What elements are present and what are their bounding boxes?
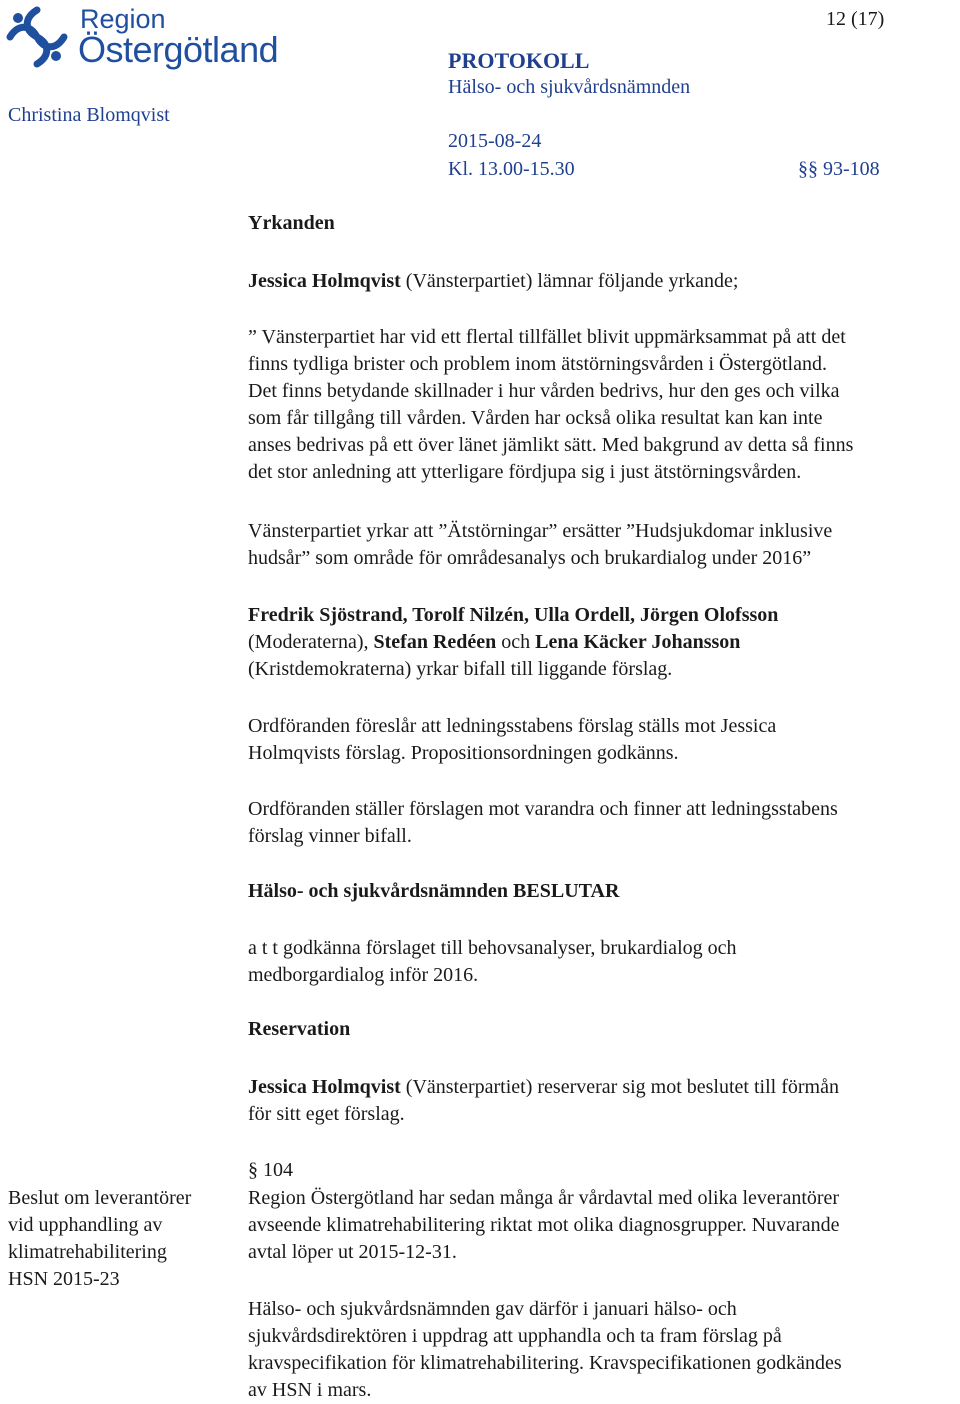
para2-line: av HSN i mars. bbox=[248, 1379, 372, 1401]
side-note-line: klimatrehabilitering bbox=[8, 1241, 167, 1263]
chair2-line: Ordföranden ställer förslagen mot varandra och finner att ledningsstabens bbox=[248, 798, 838, 820]
support-line3: (Kristdemokraterna) yrkar bifall till liggande förslag. bbox=[248, 658, 673, 680]
heading-yrkanden: Yrkanden bbox=[248, 212, 335, 234]
yrkande-demand bbox=[248, 518, 948, 572]
side-note-line: HSN 2015-23 bbox=[8, 1268, 120, 1290]
meeting-date: 2015-08-24 bbox=[448, 130, 542, 152]
yrkande-intro bbox=[248, 268, 948, 295]
support-names: Fredrik Sjöstrand, Torolf Nilzén, Ulla Ordell, Jörgen Olofsson bbox=[248, 604, 779, 626]
section-104-number bbox=[248, 1157, 948, 1184]
demand-line: hudsår” som område för områdesanalys och brukardialog under 2016” bbox=[248, 547, 812, 569]
section-104-para2 bbox=[248, 1296, 948, 1404]
reservation-rest: (Vänsterpartiet) reserverar sig mot beslutet till förmån bbox=[400, 1076, 839, 1098]
chair-result bbox=[248, 796, 948, 850]
meeting-time: Kl. 13.00-15.30 bbox=[448, 158, 575, 180]
decision-text bbox=[248, 935, 948, 989]
support-party-m: (Moderaterna), bbox=[248, 631, 374, 653]
para2-line: Hälso- och sjukvårdsnämnden gav därför i januari hälso- och bbox=[248, 1298, 737, 1320]
reservation-name: Jessica Holmqvist bbox=[248, 1076, 401, 1098]
paragraph-range: §§ 93-108 bbox=[798, 158, 880, 180]
para2-line: kravspecifikation för klimatrehabilitering. Kravspecifikationen godkändes bbox=[248, 1352, 842, 1374]
quote-line: anses bedrivas på ett över länet jämlikt sätt. Med bakgrund av detta så finns bbox=[248, 434, 854, 456]
quote-line: Det finns betydande skillnader i hur vården bedrivs, hur den ges och vilka bbox=[248, 380, 840, 402]
quote-line: finns tydliga brister och problem inom ätstörningsvården i Östergötland. bbox=[248, 353, 827, 375]
section-104-side-note bbox=[8, 1185, 191, 1293]
paragraph-number: § 104 bbox=[248, 1159, 293, 1181]
logo-text-line2: Östergötland bbox=[78, 29, 279, 70]
decision-line: a t t godkänna förslaget till behovsanalyser, brukardialog och bbox=[248, 937, 737, 959]
heading-decision: Hälso- och sjukvårdsnämnden BESLUTAR bbox=[248, 880, 620, 902]
intro-rest: (Vänsterpartiet) lämnar följande yrkande; bbox=[400, 270, 739, 292]
para1-line: Region Östergötland har sedan många år vårdavtal med olika leverantörer bbox=[248, 1187, 840, 1209]
yrkande-quote bbox=[248, 324, 948, 486]
chair1-line: Ordföranden föreslår att ledningsstabens förslag ställs mot Jessica bbox=[248, 715, 777, 737]
logo-text-line1: Region bbox=[80, 4, 166, 34]
chair1-line: Holmqvists förslag. Propositionsordningen godkänns. bbox=[248, 742, 679, 764]
region-ostergotland-logo bbox=[4, 2, 279, 74]
support-conj: och bbox=[496, 631, 536, 653]
quote-line: det stor anledning att ytterligare fördjupa sig i just ätstörningsvården. bbox=[248, 461, 802, 483]
reservation-text bbox=[248, 1074, 948, 1128]
page-number: 12 (17) bbox=[826, 8, 885, 30]
document-title: PROTOKOLL bbox=[448, 48, 590, 73]
support-name-redeen: Stefan Redéen bbox=[373, 631, 497, 653]
chair-proposal bbox=[248, 713, 948, 767]
chair2-line: förslag vinner bifall. bbox=[248, 825, 412, 847]
quote-line: ” Vänsterpartiet har vid ett flertal tillfället blivit uppmärksammat på att det bbox=[248, 326, 846, 348]
support-name-kacker: Lena Käcker Johansson bbox=[535, 631, 741, 653]
side-note-line: vid upphandling av bbox=[8, 1214, 163, 1236]
decision-line: medborgardialog inför 2016. bbox=[248, 964, 479, 986]
heading-reservation: Reservation bbox=[248, 1018, 351, 1040]
reservation-line2: för sitt eget förslag. bbox=[248, 1103, 405, 1125]
para1-line: avtal löper ut 2015-12-31. bbox=[248, 1241, 457, 1263]
section-104-para1 bbox=[248, 1185, 948, 1266]
demand-line: Vänsterpartiet yrkar att ”Ätstörningar” ersätter ”Hudsjukdomar inklusive bbox=[248, 520, 833, 542]
side-note-line: Beslut om leverantörer bbox=[8, 1187, 192, 1209]
para2-line: sjukvårdsdirektören i uppdrag att upphandla och ta fram förslag på bbox=[248, 1325, 782, 1347]
intro-name: Jessica Holmqvist bbox=[248, 270, 401, 292]
quote-line: som får tillgång till vården. Vården har också olika resultat kan kan inte bbox=[248, 407, 823, 429]
document-subtitle: Hälso- och sjukvårdsnämnden bbox=[448, 76, 691, 98]
logo-emblem-icon bbox=[4, 4, 70, 70]
para1-line: avseende klimatrehabilitering riktat mot olika diagnosgrupper. Nuvarande bbox=[248, 1214, 840, 1236]
author-name: Christina Blomqvist bbox=[8, 104, 170, 126]
support-statement bbox=[248, 602, 948, 683]
